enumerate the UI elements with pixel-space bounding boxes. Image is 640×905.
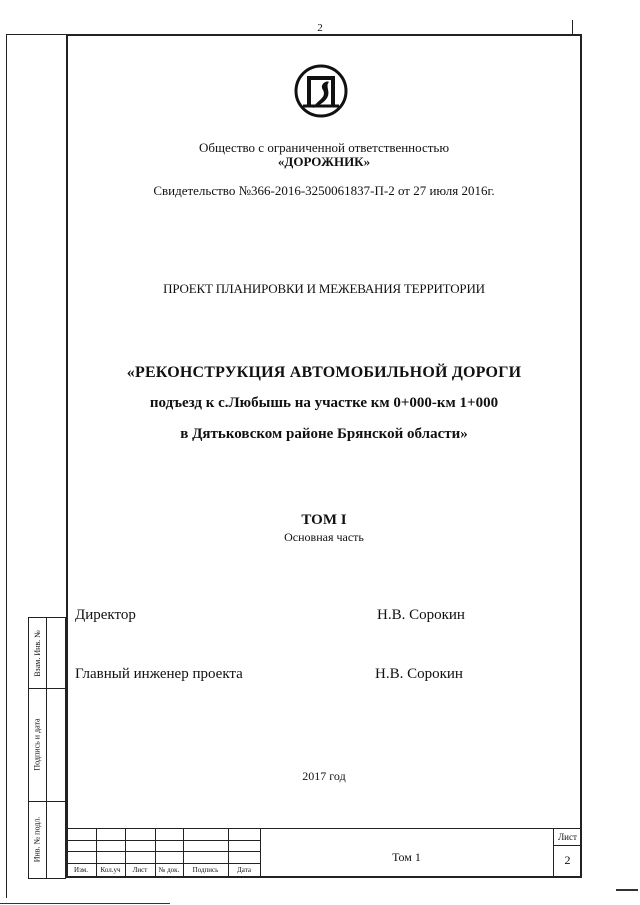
signature-role-chief-engineer: Главный инженер проекта: [75, 666, 243, 682]
tb-header-doc-number: № док.: [158, 866, 180, 874]
tb-header-date: Дата: [237, 866, 251, 874]
side-label-replaced-inv: Взам. Инв. №: [32, 629, 42, 677]
page-number: 2: [317, 22, 323, 34]
tb-volume: Том 1: [392, 850, 421, 864]
volume-title: ТОМ I: [301, 512, 347, 528]
project-title-line-1: «РЕКОНСТРУКЦИЯ АВТОМОБИЛЬНОЙ ДОРОГИ: [126, 364, 522, 381]
tb-header-signature: Подпись: [192, 866, 219, 874]
tb-header-change: Изм.: [74, 866, 88, 874]
tb-header-sheet: Лист: [132, 866, 148, 874]
company-type: Общество с ограниченной ответственностью: [198, 140, 450, 155]
project-type: ПРОЕКТ ПЛАНИРОВКИ И МЕЖЕВАНИЯ ТЕРРИТОРИИ: [163, 281, 485, 296]
outer-frame-left: [6, 34, 7, 898]
tb-sheet-label: Лист: [558, 832, 577, 842]
side-stamp-divider: [46, 618, 47, 878]
right-dash: [616, 889, 638, 891]
project-title-line-2: подъезд к с.Любышь на участке км 0+000-км 1+000: [149, 395, 499, 411]
signature-name-director: Н.В. Сорокин: [377, 607, 465, 623]
signature-name-chief-engineer: Н.В. Сорокин: [375, 666, 463, 682]
signature-role-director: Директор: [75, 607, 136, 623]
volume-subtitle: Основная часть: [284, 530, 364, 544]
company-certificate: Свидетельство №366-2016-3250061837-П-2 от 27 июля 2016г.: [153, 183, 495, 198]
side-stamp: [28, 617, 66, 879]
side-label-sign-date: Подпись и дата: [32, 718, 42, 771]
tb-sheet-number: 2: [564, 853, 571, 867]
frame-tick: [572, 20, 573, 34]
side-label-inv-original: Инв. № подл.: [32, 816, 42, 863]
project-title-line-3: в Дятьковском районе Брянской области»: [180, 426, 468, 442]
bottom-rule: [0, 903, 170, 904]
company-logo-icon: [293, 60, 349, 120]
tb-header-count: Кол.уч: [100, 866, 121, 874]
document-year: 2017 год: [302, 769, 346, 783]
company-name: «ДОРОЖНИК»: [277, 154, 371, 169]
